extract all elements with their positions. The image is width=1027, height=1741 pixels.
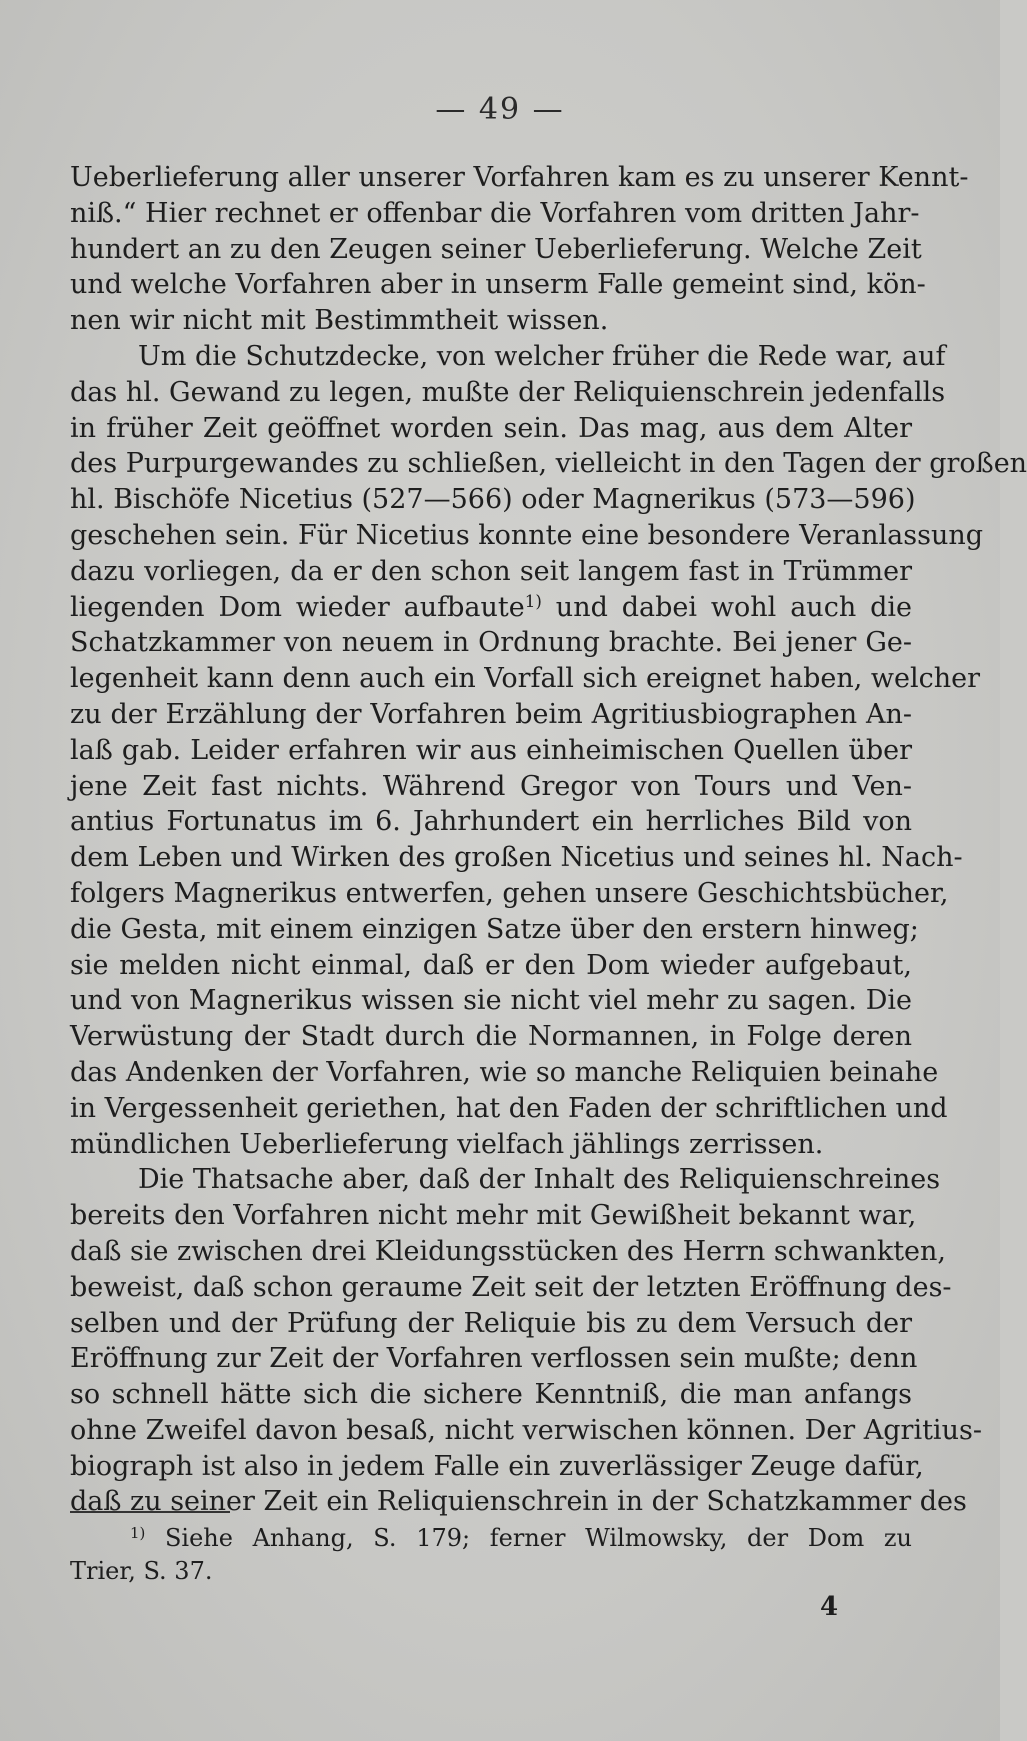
text-line: dazu vorliegen, da er den schon seit langem fast in Trümmer [70, 555, 912, 587]
text-line: Ueberlieferung aller unserer Vorfahren kam es zu unserer Kennt- [70, 162, 969, 193]
text-line: hundert an zu den Zeugen seiner Ueberlieferung. Welche Zeit [70, 233, 922, 265]
page-number: — 49 — [435, 92, 565, 127]
text-line: Um die Schutzdecke, von welcher früher die Rede war, auf [138, 340, 946, 372]
text-line: beweist, daß schon geraume Zeit seit der letzten Eröffnung des- [70, 1271, 952, 1303]
text-fragment: und dabei wohl auch die [541, 591, 912, 623]
text-line: niß.“ Hier rechnet er offenbar die Vorfahren vom dritten Jahr- [70, 197, 920, 229]
text-line: dem Leben und Wirken des großen Nicetius und seines hl. Nach- [70, 842, 963, 874]
text-line: jene Zeit fast nichts. Während Gregor von Tours und Ven- [70, 770, 912, 802]
text-line: geschehen sein. Für Nicetius konnte eine besondere Veranlassung [70, 519, 984, 551]
text-line: so schnell hätte sich die sichere Kenntniß, die man anfangs [70, 1379, 912, 1411]
body-text [70, 160, 1027, 1520]
text-line: Die Thatsache aber, daß der Inhalt des Reliquienschreines [138, 1164, 941, 1196]
text-line: ohne Zweifel davon besaß, nicht verwischen können. Der Agritius- [70, 1414, 982, 1446]
text-line: folgers Magnerikus entwerfen, gehen unsere Geschichtsbücher, [70, 877, 949, 909]
text-line: in früher Zeit geöffnet worden sein. Das mag, aus dem Alter [70, 412, 912, 444]
text-line: selben und der Prüfung der Reliquie bis zu dem Versuch der [70, 1307, 912, 1339]
text-line: daß zu seiner Zeit ein Reliquienschrein in der Schatzkammer des [70, 1486, 967, 1518]
text-line: hl. Bischöfe Nicetius (527—566) oder Magnerikus (573—596) [70, 484, 916, 516]
text-line: nen wir nicht mit Bestimmtheit wissen. [70, 305, 609, 337]
signature-mark: 4 [820, 1592, 839, 1622]
footnote-line: Trier, S. 37. [70, 1557, 213, 1585]
footnote-line [70, 1522, 912, 1555]
text-line: des Purpurgewandes zu schließen, vielleicht in den Tagen der großen [70, 448, 1027, 480]
text-line: antius Fortunatus im 6. Jahrhundert ein herrliches Bild von [70, 806, 912, 838]
text-line: mündlichen Ueberlieferung vielfach jählings zerrissen. [70, 1128, 824, 1160]
text-line: biograph ist also in jedem Falle ein zuverlässiger Zeuge dafür, [70, 1450, 924, 1482]
text-line: das Andenken der Vorfahren, wie so manche Reliquien beinahe [70, 1056, 939, 1088]
text-line: zu der Erzählung der Vorfahren beim Agritiusbiographen An- [70, 698, 912, 730]
text-line-with-footnote [70, 590, 912, 626]
text-line: daß sie zwischen drei Kleidungsstücken des Herrn schwankten, [70, 1235, 947, 1267]
text-line: die Gesta, mit einem einzigen Satze über den erstern hinweg; [70, 913, 919, 945]
footnote-reference: 1) [524, 590, 542, 611]
text-line: laß gab. Leider erfahren wir aus einheimischen Quellen über [70, 734, 912, 766]
text-line: Eröffnung zur Zeit der Vorfahren verflossen sein mußte; denn [70, 1343, 918, 1375]
text-line: legenheit kann denn auch ein Vorfall sich ereignet haben, welcher [70, 663, 981, 695]
text-line: in Vergessenheit geriethen, hat den Faden der schriftlichen und [70, 1092, 948, 1124]
text-line: und von Magnerikus wissen sie nicht viel mehr zu sagen. Die [70, 985, 912, 1017]
text-line: und welche Vorfahren aber in unserm Falle gemeint sind, kön- [70, 269, 926, 301]
text-line: Verwüstung der Stadt durch die Normannen, in Folge deren [70, 1021, 912, 1053]
text-line: Schatzkammer von neuem in Ordnung brachte. Bei jener Ge- [70, 627, 912, 659]
text-line: das hl. Gewand zu legen, mußte der Reliquienschrein jedenfalls [70, 376, 946, 408]
footnote [70, 1522, 912, 1588]
text-fragment: liegenden Dom wieder aufbaute [70, 591, 525, 623]
text-line: sie melden nicht einmal, daß er den Dom wieder aufgebaut, [70, 949, 912, 981]
footnote-divider [70, 1511, 230, 1513]
text-line: bereits den Vorfahren nicht mehr mit Gewißheit bekannt war, [70, 1200, 917, 1232]
footnote-marker: 1) [130, 1523, 146, 1542]
footnote-text: Siehe Anhang, S. 179; ferner Wilmowsky, der Dom zu [145, 1524, 912, 1552]
